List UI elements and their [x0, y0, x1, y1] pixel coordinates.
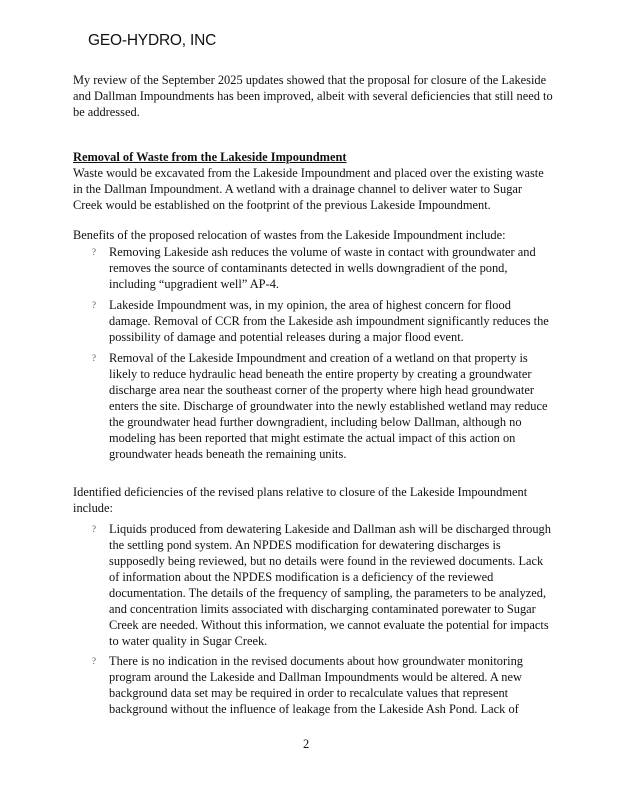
text-line: enters the site. Discharge of groundwater into the newly established wetland may reduce — [109, 399, 548, 413]
text-line: discharge area near the southeast corner of the property where high head groundwater — [109, 383, 535, 397]
text-line: There is no indication in the revised documents about how groundwater monitoring — [109, 654, 523, 668]
text-line: the groundwater head further downgradient, including below Dallman, although no — [109, 415, 522, 429]
text-line: background data set may be required in order to recalculate values that represent — [109, 686, 509, 700]
benefit-item — [92, 350, 548, 462]
text-line: groundwater heads beneath the remaining units. — [109, 447, 347, 461]
benefits-intro — [73, 227, 506, 243]
text-line: Liquids produced from dewatering Lakeside and Dallman ash will be discharged through — [109, 522, 551, 536]
text-line: to water quality in Sugar Creek. — [109, 634, 268, 648]
deficiency-item — [92, 521, 551, 649]
text-line: modeling has been reported that might estimate the actual impact of this action on — [109, 431, 516, 445]
page-number: 2 — [303, 737, 310, 751]
text-line: and Dallman Impoundments has been improved, albeit with several deficiencies that still need to — [73, 89, 553, 103]
text-line: removes the source of contaminants detected in wells downgradient of the pond, — [109, 261, 508, 275]
text-line: Lakeside Impoundment was, in my opinion, the area of highest concern for flood — [109, 298, 511, 312]
text-line: supposedly being reviewed, but no details were found in the reviewed documents. Lack — [109, 554, 544, 568]
text-line: damage. Removal of CCR from the Lakeside ash impoundment significantly reduces the — [109, 314, 549, 328]
text-line: the settling pond system. An NPDES modification for dewatering discharges is — [109, 538, 501, 552]
text-line: and concentration limits associated with discharging contaminated porewater to Sugar — [109, 602, 536, 616]
text-line: include: — [73, 501, 113, 515]
text-line: likely to reduce hydraulic head beneath the entire property by creating a groundwater — [109, 367, 532, 381]
text-line: Waste would be excavated from the Lakeside Impoundment and placed over the existing waste — [73, 166, 544, 180]
deficiency-item — [92, 653, 523, 717]
text-line: Removing Lakeside ash reduces the volume of waste in contact with groundwater and — [109, 245, 536, 259]
bullet-icon: ? — [92, 656, 96, 666]
text-line: in the Dallman Impoundment. A wetland with a drainage channel to deliver water to Sugar — [73, 182, 523, 196]
text-line: Creek are needed. Without this information, we cannot evaluate the potential for impacts — [109, 618, 549, 632]
text-line: Creek would be established on the footprint of the previous Lakeside Impoundment. — [73, 198, 491, 212]
text-line: Removal of the Lakeside Impoundment and creation of a wetland on that property is — [109, 351, 528, 365]
intro-paragraph — [73, 72, 553, 120]
text-line: including “upgradient well” AP-4. — [109, 277, 279, 291]
text-line: possibility of damage and potential releases during a major flood event. — [109, 330, 464, 344]
benefit-item — [92, 244, 536, 292]
text-line: My review of the September 2025 updates showed that the proposal for closure of the Lakeside — [73, 73, 547, 87]
bullet-icon: ? — [92, 524, 96, 534]
text-line: be addressed. — [73, 105, 140, 119]
section-body — [73, 165, 544, 213]
text-line: Identified deficiencies of the revised plans relative to closure of the Lakeside Impoundment — [73, 485, 528, 499]
text-line: documentation. The details of the frequency of sampling, the parameters to be analyzed, — [109, 586, 547, 600]
deficiencies-intro — [73, 484, 527, 516]
text-line: background without the influence of leakage from the Lakeside Ash Pond. Lack of — [109, 702, 519, 716]
text-line: of information about the NPDES modification is a deficiency of the reviewed — [109, 570, 494, 584]
section-heading: Removal of Waste from the Lakeside Impoundment — [73, 150, 347, 164]
bullet-icon: ? — [92, 300, 96, 310]
text-line: Benefits of the proposed relocation of wastes from the Lakeside Impoundment include: — [73, 228, 506, 242]
benefit-item — [92, 297, 549, 345]
bullet-icon: ? — [92, 247, 96, 257]
company-header: GEO-HYDRO, INC — [88, 32, 217, 49]
bullet-icon: ? — [92, 353, 96, 363]
text-line: program around the Lakeside and Dallman Impoundments would be altered. A new — [109, 670, 522, 684]
